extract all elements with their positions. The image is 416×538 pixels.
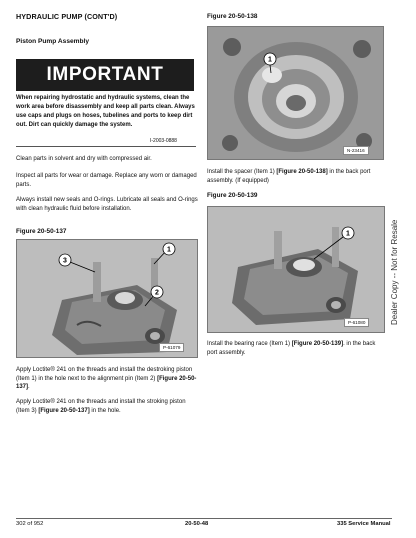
paragraph-bearing-race [207, 340, 387, 357]
section-page-number: 20-50-48 [185, 521, 209, 527]
page-count: 302 of 952 [16, 521, 44, 527]
important-body: When repairing hydrostatic and hydraulic systems, clean the work area before disassembly and keep all parts clean. Always use caps and plugs on hoses, tubelines and ports to keep dirt out. Dirt can quickly damage the system. [16, 95, 195, 128]
p4-figure-ref: [Figure 20-50-138] [276, 169, 328, 175]
important-title: IMPORTANT [46, 64, 164, 85]
callout-1: 1 [268, 56, 272, 64]
figure-139-code: P-61080 [344, 318, 369, 327]
callout-3: 3 [63, 257, 67, 265]
p6-figure-ref: [Figure 20-50-137] [16, 375, 197, 391]
manual-title: 335 Service Manual [337, 521, 391, 527]
figure-139-label: Figure 20-50-139 [207, 192, 258, 199]
section-title: HYDRAULIC PUMP (CONT'D) [16, 12, 118, 21]
callout-1: 1 [346, 230, 350, 238]
footer-divider [16, 518, 392, 519]
p7-text: Apply Loctite® 241 on the threads and install the stroking piston (Item 3) [16, 399, 186, 414]
figure-137-photo [16, 239, 198, 358]
callout-2: 2 [155, 289, 159, 297]
paragraph-clean: Clean parts in solvent and dry with compressed air. [16, 156, 152, 162]
paragraph-spacer [207, 168, 387, 185]
p7-figure-ref: [Figure 20-50-137] [38, 407, 90, 414]
figure-138-photo [207, 26, 384, 160]
figure-139-photo [207, 206, 385, 333]
important-banner [16, 59, 194, 91]
callout-1: 1 [167, 246, 171, 254]
figure-137-label: Figure 20-50-137 [16, 228, 67, 235]
paragraph-destroking [16, 366, 198, 392]
dealer-copy-watermark: Dealer Copy -- Not for Resale [390, 219, 399, 325]
p5-end: . in the back port assembly. [207, 341, 376, 356]
p5-text: Install the bearing race (Item 1) [207, 341, 292, 347]
figure-138-label: Figure 20-50-138 [207, 13, 258, 20]
p6-end: . [28, 384, 30, 391]
p5-figure-ref: [Figure 20-50-139] [291, 341, 344, 347]
paragraph-stroking [16, 398, 198, 415]
paragraph-inspect: Inspect all parts for wear or damage. Replace any worn or damaged parts. [16, 173, 197, 188]
p4-end: in the back port assembly. (If equipped) [207, 169, 371, 184]
p6-text: Apply Loctite® 241 on the threads and install the destroking piston (Item 1) in the hole next to the alignment pin (Item 2) [16, 367, 193, 382]
p4-text: Install the spacer (Item 1) [207, 169, 277, 175]
p7-end: in the hole. [89, 407, 121, 414]
divider [16, 146, 196, 147]
paragraph-seals: Always install new seals and O-rings. Lubricate all seals and O-rings with clean hydraulic fluid before installation. [16, 197, 198, 212]
important-code: I-2003-0888 [150, 138, 177, 144]
figure-137-code: P-61079 [159, 343, 184, 352]
figure-138-code: N-23416 [343, 146, 369, 155]
subsection-title: Piston Pump Assembly [16, 38, 90, 45]
